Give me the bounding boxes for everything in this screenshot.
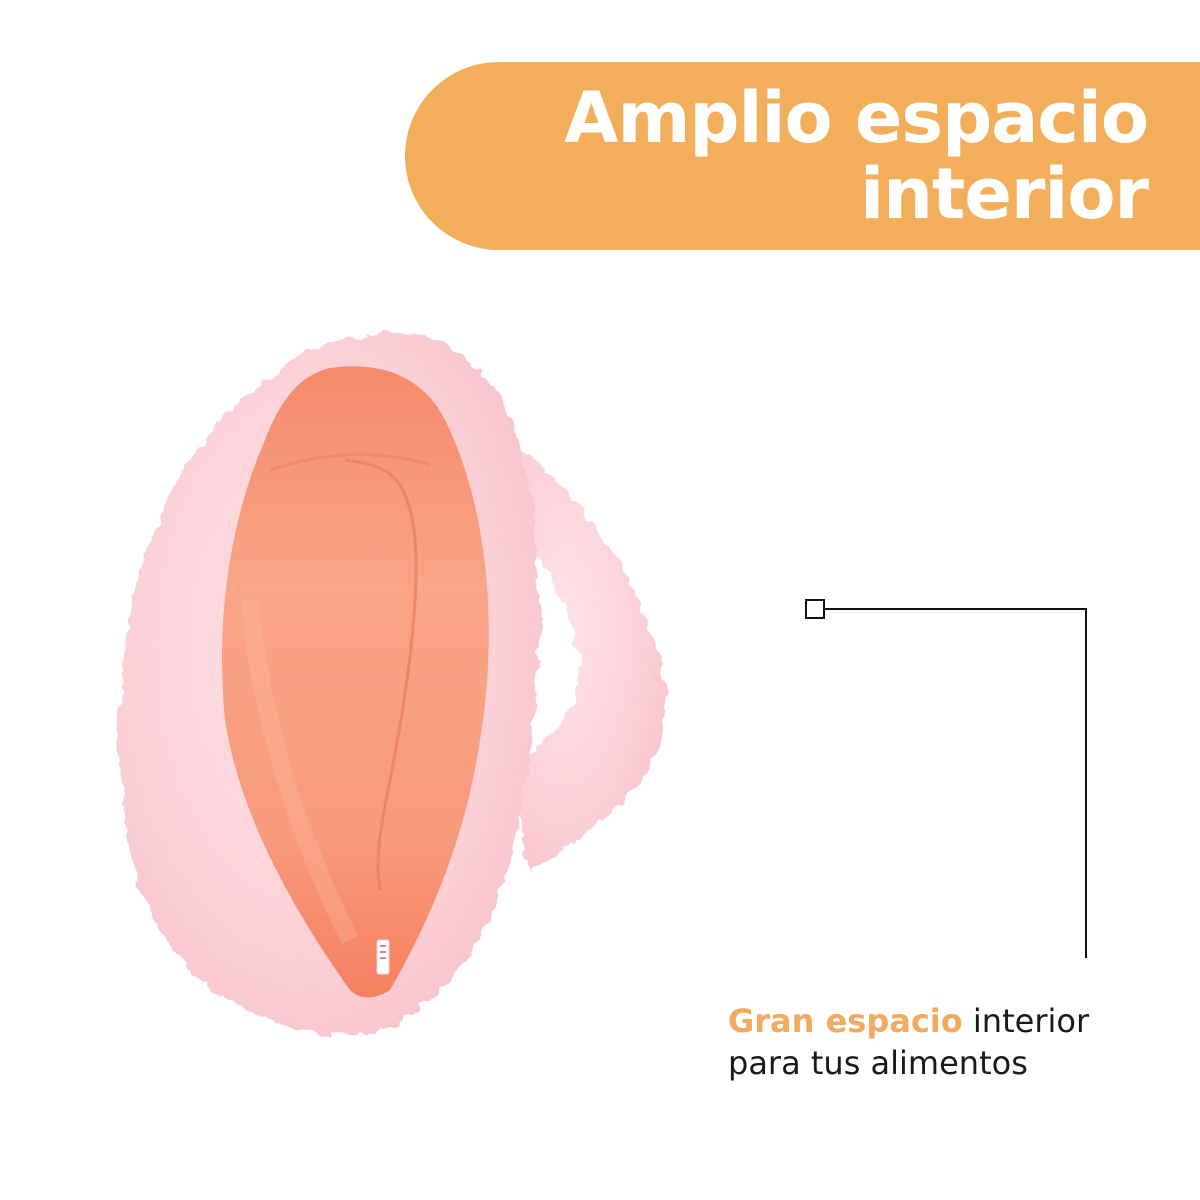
caption-text bbox=[728, 1000, 1168, 1084]
banner-title-line-2: interior bbox=[860, 153, 1148, 235]
product-image bbox=[80, 300, 720, 1060]
caption-line-1-rest: interior bbox=[962, 1002, 1090, 1040]
callout-anchor-square bbox=[806, 600, 824, 618]
callout-line bbox=[824, 609, 1086, 958]
caption-line-2: para tus alimentos bbox=[728, 1044, 1028, 1082]
caption-highlight: Gran espacio bbox=[728, 1002, 963, 1040]
banner-title-line-1: Amplio espacio bbox=[564, 77, 1148, 159]
title-banner bbox=[405, 62, 1200, 250]
